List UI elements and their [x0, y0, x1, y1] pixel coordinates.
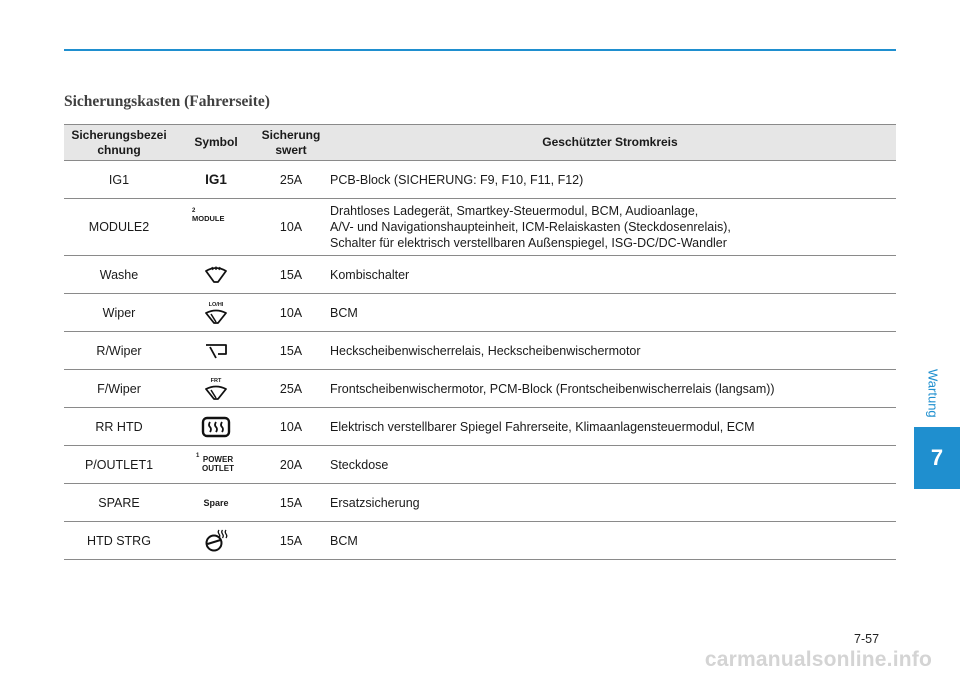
- washer-icon: [203, 265, 229, 285]
- fuse-symbol: [174, 484, 258, 522]
- table-row: [64, 522, 896, 560]
- power-outlet-symbol: 1 POWER OUTLET: [196, 452, 234, 473]
- fuse-circuit: Kombischalter: [324, 256, 896, 294]
- fuse-symbol: FRT: [174, 370, 258, 408]
- fuse-circuit: Heckscheibenwischerrelais, Heckscheibenwischermotor: [324, 332, 896, 370]
- fuse-rating: 20A: [258, 446, 324, 484]
- fuse-rating: 15A: [258, 484, 324, 522]
- fuse-name: MODULE2: [64, 199, 174, 256]
- table-row: [64, 294, 896, 332]
- fuse-name: HTD STRG: [64, 522, 174, 560]
- fuse-name: P/OUTLET1: [64, 446, 174, 484]
- fuse-symbol: [174, 446, 258, 484]
- fuse-circuit: Elektrisch verstellbarer Spiegel Fahrerseite, Klimaanlagensteuermodul, ECM: [324, 408, 896, 446]
- fuse-circuit: Steckdose: [324, 446, 896, 484]
- table-row: [64, 408, 896, 446]
- header-rating: Sicherungswert: [258, 125, 324, 161]
- fuse-name: Wiper: [64, 294, 174, 332]
- table-row: [64, 256, 896, 294]
- fuse-name: IG1: [64, 161, 174, 199]
- chapter-tab: 7: [914, 427, 960, 489]
- fuse-name: SPARE: [64, 484, 174, 522]
- fuse-symbol: [174, 199, 258, 256]
- table-row: [64, 484, 896, 522]
- fuse-rating: 10A: [258, 294, 324, 332]
- fuse-rating: 15A: [258, 256, 324, 294]
- fuse-rating: 10A: [258, 408, 324, 446]
- fuse-circuit: BCM: [324, 522, 896, 560]
- fuse-name: R/Wiper: [64, 332, 174, 370]
- table-row: [64, 446, 896, 484]
- fuse-name: Washe: [64, 256, 174, 294]
- rear-defroster-icon: [199, 415, 233, 439]
- wiper-icon: [203, 309, 229, 325]
- rear-wiper-icon: [203, 341, 229, 361]
- table-row: [64, 370, 896, 408]
- header-circuit: Geschützter Stromkreis: [324, 125, 896, 161]
- fuse-circuit: PCB-Block (SICHERUNG: F9, F10, F11, F12): [324, 161, 896, 199]
- fuse-symbol: [174, 522, 258, 560]
- fuse-symbol: [174, 408, 258, 446]
- table-header-row: [64, 125, 896, 161]
- table-row: [64, 161, 896, 199]
- chapter-side-label: Wartung: [925, 368, 941, 418]
- fuse-circuit: Ersatzsicherung: [324, 484, 896, 522]
- spare-symbol: Spare: [203, 498, 229, 508]
- fuse-name: F/Wiper: [64, 370, 174, 408]
- fuse-circuit: BCM: [324, 294, 896, 332]
- fuse-name: RR HTD: [64, 408, 174, 446]
- fuse-rating: 10A: [258, 199, 324, 256]
- table-row: [64, 199, 896, 256]
- fuse-rating: 15A: [258, 332, 324, 370]
- front-wiper-icon: [203, 385, 229, 401]
- fuse-table: [64, 124, 896, 560]
- top-rule: [64, 49, 896, 51]
- fuse-circuit: Frontscheibenwischermotor, PCM-Block (Frontscheibenwischerrelais (langsam)): [324, 370, 896, 408]
- fuse-rating: 15A: [258, 522, 324, 560]
- heated-steering-icon: [203, 529, 229, 553]
- fuse-rating: 25A: [258, 370, 324, 408]
- fuse-rating: 25A: [258, 161, 324, 199]
- fuse-symbol: [174, 161, 258, 199]
- fuse-circuit: Drahtloses Ladegerät, Smartkey-Steuermodul, BCM, Audioanlage, A/V- und Navigationshaupteinheit, ICM-Relaiskasten (Steckdosenrelais), Schalter für elektrisch verstellbaren Außenspiegel, ISG-DC/DC-Wandler: [324, 199, 896, 256]
- section-title: Sicherungskasten (Fahrerseite): [64, 93, 270, 110]
- page-number: 7-57: [854, 632, 880, 646]
- watermark: carmanualsonline.info: [704, 648, 932, 671]
- table-row: [64, 332, 896, 370]
- fuse-symbol: LO/HI: [174, 294, 258, 332]
- ig1-symbol: IG1: [205, 171, 227, 187]
- fuse-symbol: [174, 332, 258, 370]
- header-symbol: Symbol: [174, 125, 258, 161]
- fuse-symbol: [174, 256, 258, 294]
- header-name: Sicherungsbezeichnung: [64, 125, 174, 161]
- module2-symbol: 2 MODULE: [192, 208, 225, 223]
